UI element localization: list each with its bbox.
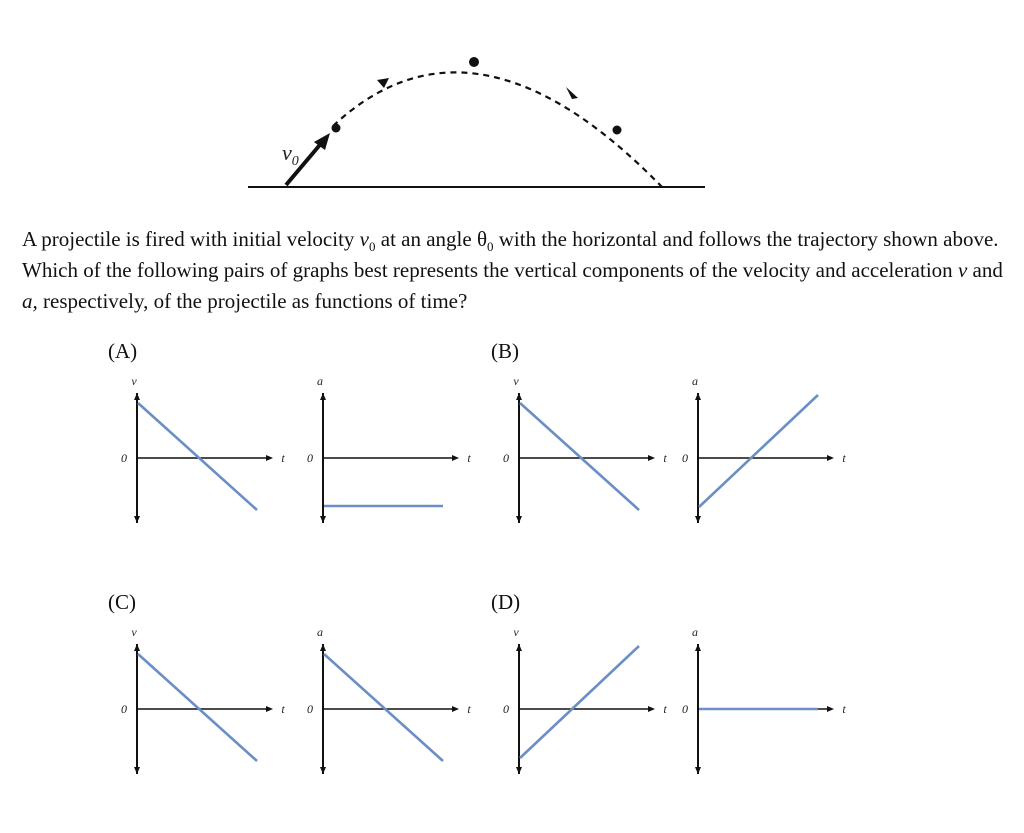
y-axis-label: v — [131, 625, 137, 639]
x-axis-label: t — [663, 451, 667, 465]
plot-line — [520, 646, 639, 758]
y-axis-arrow-up — [134, 644, 140, 651]
x-axis-label: t — [842, 451, 846, 465]
x-axis-label: t — [467, 702, 471, 716]
option-b-acceleration-graph-svg — [676, 374, 846, 530]
y-axis-arrow-down — [134, 767, 140, 774]
y-axis-arrow-up — [695, 393, 701, 400]
plot-line — [138, 654, 257, 761]
y-axis-label: a — [692, 625, 698, 639]
question-text: A projectile is fired with initial velocity $v_0$ at an angle $\theta_0$ with the horizontal and follows the trajectory shown above. Which of the following pairs of graphs best represents the vertical components of the velocity and acceleration v and a, respectively, of the projectile as functions of time? — [22, 227, 1003, 313]
option-b-velocity-graph-svg — [497, 374, 667, 530]
option-d-velocity-graph-svg — [497, 625, 667, 781]
y-axis-arrow-up — [134, 393, 140, 400]
y-axis-arrow-up — [695, 644, 701, 651]
x-axis-arrow — [452, 455, 459, 461]
origin-label: 0 — [121, 702, 127, 716]
origin-label: 0 — [682, 702, 688, 716]
option-b-acceleration-graph — [676, 374, 846, 530]
trajectory-point-1 — [332, 124, 341, 133]
plot-line — [324, 654, 443, 761]
option-b-label: (B) — [491, 339, 519, 363]
option-a-label: (A) — [108, 339, 138, 363]
plot-line — [138, 403, 257, 510]
y-axis-arrow-down — [320, 767, 326, 774]
option-a-velocity-graph-svg — [115, 374, 285, 530]
plot-line — [699, 395, 818, 507]
direction-arrow-1 — [377, 78, 389, 88]
option-c-velocity-graph — [115, 625, 285, 781]
x-axis-label: t — [281, 702, 285, 716]
option-c-acceleration-graph-svg — [301, 625, 471, 781]
origin-label: 0 — [121, 451, 127, 465]
origin-label: 0 — [503, 451, 509, 465]
direction-arrow-2 — [566, 87, 578, 99]
origin-label: 0 — [682, 451, 688, 465]
option-d-label: (D) — [491, 590, 521, 614]
origin-label: 0 — [307, 702, 313, 716]
y-axis-label: v — [131, 374, 137, 388]
trajectory-point-3 — [613, 126, 622, 135]
x-axis-arrow — [648, 706, 655, 712]
x-axis-arrow — [452, 706, 459, 712]
option-a-velocity-graph — [115, 374, 285, 530]
v0-label: $v_0$ — [282, 140, 299, 169]
y-axis-arrow-up — [516, 644, 522, 651]
y-axis-arrow-up — [320, 393, 326, 400]
option-d-acceleration-graph-svg — [676, 625, 846, 781]
y-axis-arrow-up — [516, 393, 522, 400]
option-a-acceleration-graph — [301, 374, 471, 530]
y-axis-label: v — [513, 625, 519, 639]
origin-label: 0 — [307, 451, 313, 465]
trajectory-figure — [0, 0, 1024, 200]
y-axis-arrow-down — [695, 516, 701, 523]
plot-line — [520, 403, 639, 510]
option-b-velocity-graph — [497, 374, 667, 530]
x-axis-label: t — [842, 702, 846, 716]
y-axis-label: a — [317, 374, 323, 388]
option-d-velocity-graph — [497, 625, 667, 781]
option-c-velocity-graph-svg — [115, 625, 285, 781]
y-axis-arrow-down — [695, 767, 701, 774]
option-c-label: (C) — [108, 590, 136, 614]
x-axis-label: t — [281, 451, 285, 465]
x-axis-arrow — [827, 706, 834, 712]
y-axis-label: a — [692, 374, 698, 388]
x-axis-arrow — [648, 455, 655, 461]
y-axis-arrow-down — [320, 516, 326, 523]
y-axis-arrow-down — [516, 767, 522, 774]
y-axis-label: a — [317, 625, 323, 639]
x-axis-arrow — [266, 706, 273, 712]
option-c-acceleration-graph — [301, 625, 471, 781]
y-axis-label: v — [513, 374, 519, 388]
y-axis-arrow-down — [134, 516, 140, 523]
y-axis-arrow-up — [320, 644, 326, 651]
origin-label: 0 — [503, 702, 509, 716]
x-axis-arrow — [827, 455, 834, 461]
x-axis-arrow — [266, 455, 273, 461]
trajectory-point-apex — [469, 57, 479, 67]
x-axis-label: t — [467, 451, 471, 465]
y-axis-arrow-down — [516, 516, 522, 523]
option-d-acceleration-graph — [676, 625, 846, 781]
option-a-acceleration-graph-svg — [301, 374, 471, 530]
x-axis-label: t — [663, 702, 667, 716]
